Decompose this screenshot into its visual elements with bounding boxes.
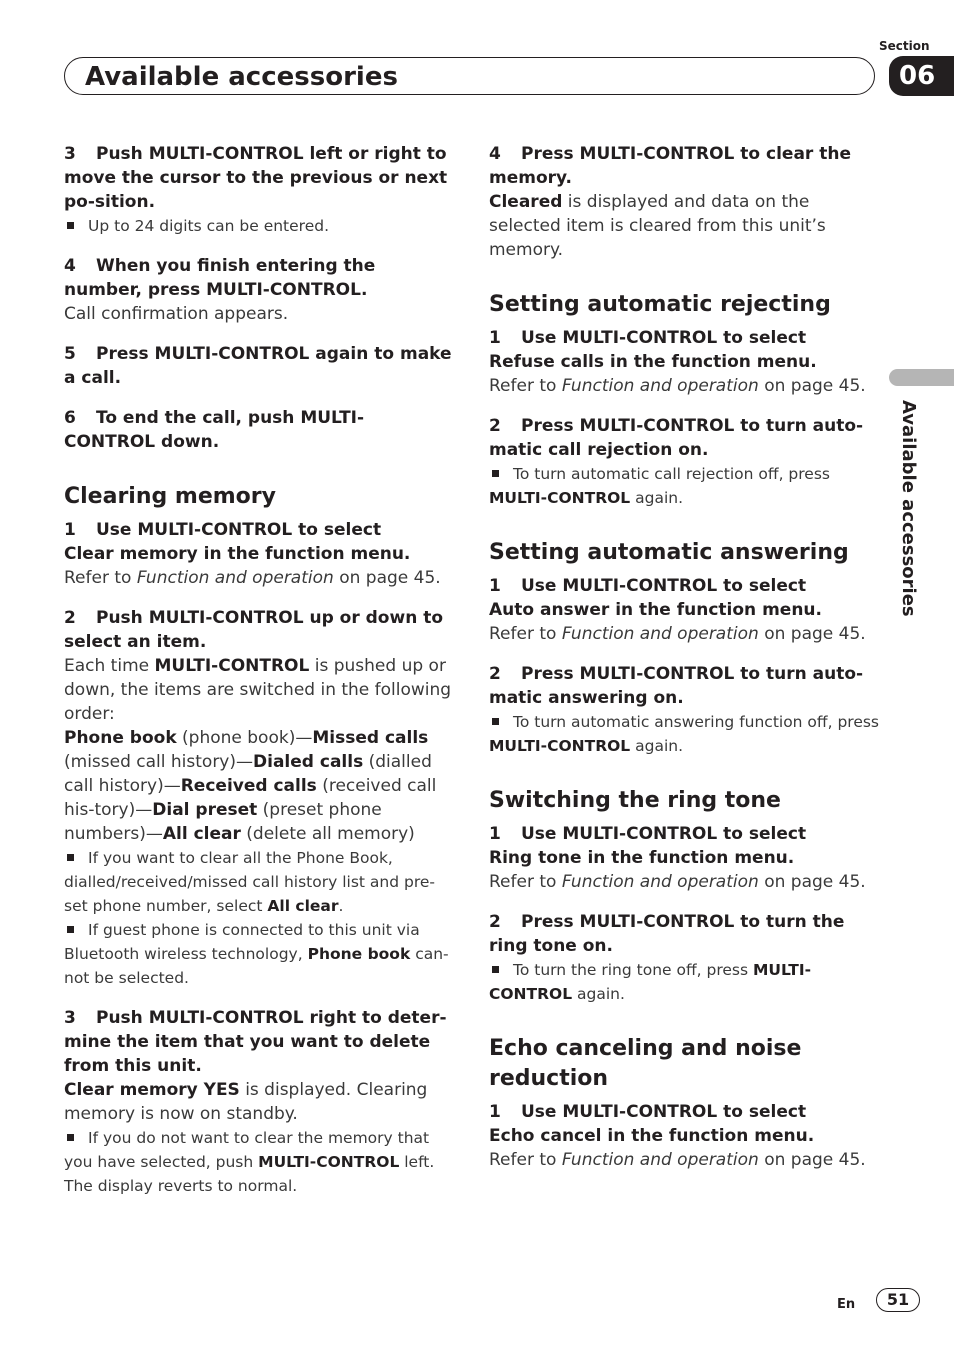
page-title: Available accessories	[85, 62, 398, 92]
note: If you do not want to clear the memory that you have selected, push MULTI-CONTROL left. The display reverts to normal.	[64, 1129, 435, 1195]
step-3: 3 Push MULTI-CONTROL left or right to move the cursor to the previous or next po-sition.	[64, 144, 448, 212]
step-2: 2 Press MULTI-CONTROL to turn the ring tone on.	[489, 912, 845, 956]
refer-text: Refer to Function and operation on page 45.	[64, 568, 441, 588]
heading-automatic-rejecting: Setting automatic rejecting	[489, 292, 831, 317]
item-order-list: Phone book (phone book)—Missed calls (missed call history)—Dialed calls (dialled call history)—Received calls (received call his-tory)—Dial preset (preset phone numbers)—All clear (delete all memory)	[64, 728, 437, 844]
bullet-icon	[67, 1134, 74, 1141]
note: To turn automatic answering function off, press MULTI-CONTROL again.	[489, 713, 880, 755]
step-1: 1 Use MULTI-CONTROL to select Clear memory in the function menu.	[64, 520, 411, 564]
bullet-icon	[492, 718, 499, 725]
heading-automatic-answering: Setting automatic answering	[489, 540, 849, 565]
note: If you want to clear all the Phone Book, dialled/received/missed call history list and pre-set phone number, select All clear.	[64, 849, 435, 915]
bullet-icon	[492, 966, 499, 973]
step-5: 5 Press MULTI-CONTROL again to make a call.	[64, 344, 452, 388]
side-tab-label: Available accessories	[898, 400, 919, 617]
step-body: Each time MULTI-CONTROL is pushed up or down, the items are switched in the following order:	[64, 656, 452, 724]
note: If guest phone is connected to this unit via Bluetooth wireless technology, Phone book can-not be selected.	[64, 921, 449, 987]
step-4: 4 Press MULTI-CONTROL to clear the memory.	[489, 144, 851, 188]
step-6: 6 To end the call, push MULTI-CONTROL down.	[64, 408, 365, 452]
section-label: Section	[879, 39, 930, 53]
note: Up to 24 digits can be entered.	[64, 214, 454, 238]
step-body: Clear memory YES is displayed. Clearing memory is now on standby.	[64, 1080, 428, 1124]
step-3: 3 Push MULTI-CONTROL right to deter-mine the item that you want to delete from this unit.	[64, 1008, 447, 1076]
step-2: 2 Press MULTI-CONTROL to turn auto-matic answering on.	[489, 664, 864, 708]
step-2: 2 Press MULTI-CONTROL to turn auto-matic call rejection on.	[489, 416, 864, 460]
step-body: Cleared is displayed and data on the selected item is cleared from this unit’s memory.	[489, 192, 826, 260]
language-label: En	[837, 1297, 856, 1312]
step-1: 1 Use MULTI-CONTROL to select Echo cancel in the function menu.	[489, 1102, 815, 1146]
refer-text: Refer to Function and operation on page 45.	[489, 624, 866, 644]
refer-text: Refer to Function and operation on page 45.	[489, 1150, 866, 1170]
step-1: 1 Use MULTI-CONTROL to select Auto answer in the function menu.	[489, 576, 822, 620]
bullet-icon	[67, 926, 74, 933]
note: To turn automatic call rejection off, press MULTI-CONTROL again.	[489, 465, 830, 507]
bullet-icon	[492, 470, 499, 477]
refer-text: Refer to Function and operation on page 45.	[489, 376, 866, 396]
heading-echo-canceling: Echo canceling and noise reduction	[489, 1036, 802, 1091]
heading-clearing-memory: Clearing memory	[64, 484, 276, 509]
heading-ring-tone: Switching the ring tone	[489, 788, 781, 813]
step-2: 2 Push MULTI-CONTROL up or down to select an item.	[64, 608, 444, 652]
step-body: Call confirmation appears.	[64, 304, 289, 324]
step-1: 1 Use MULTI-CONTROL to select Refuse calls in the function menu.	[489, 328, 817, 372]
bullet-icon	[67, 222, 74, 229]
refer-text: Refer to Function and operation on page 45.	[489, 872, 866, 892]
side-tab-marker	[889, 369, 954, 386]
note: To turn the ring tone off, press MULTI-CONTROL again.	[489, 961, 812, 1003]
page-number: 51	[876, 1288, 920, 1312]
section-number-badge: 06	[889, 56, 954, 96]
step-4: 4 When you finish entering the number, press MULTI-CONTROL.	[64, 256, 376, 300]
step-1: 1 Use MULTI-CONTROL to select Ring tone in the function menu.	[489, 824, 807, 868]
bullet-icon	[67, 854, 74, 861]
title-bar	[64, 57, 875, 95]
left-column	[64, 142, 454, 1198]
right-column	[489, 142, 879, 1172]
